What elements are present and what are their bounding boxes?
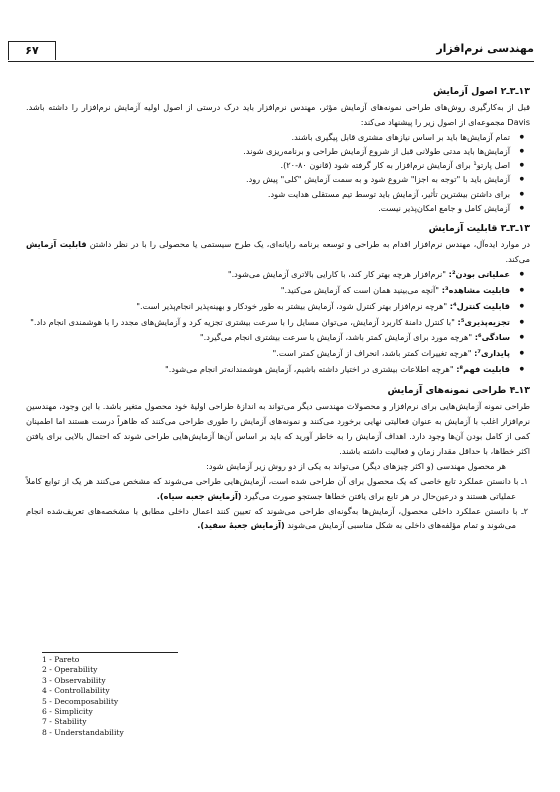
term: قابلیت کنترل⁴:	[449, 300, 510, 311]
list-item	[26, 346, 510, 361]
item-bold: (آزمایش جعبه سیاه).	[156, 490, 242, 501]
book-title: مهندسی نرم‌افزار	[436, 42, 534, 55]
footnote: 5 - Decomposability	[42, 696, 119, 706]
paragraph: هر محصول مهندسی (و اکثر چیزهای دیگر) می‌تواند به یکی از دو روش زیر آزمایش شود:	[206, 460, 506, 471]
definition: "هرچه مورد برای آزمایش کمتر باشد، آزمایش با سرعت بیشتری انجام می‌گیرد."	[199, 332, 475, 343]
footnote: 2 - Operability	[42, 665, 98, 675]
section-heading-testing-principles: ۱۳ـ۳ـ۲ اصول آزمایش	[433, 86, 530, 97]
list-item: ● آزمایش باید با "توجه به اجزا" شروع شود و به سمت آزمایش "کلی" پیش رود.	[26, 172, 510, 186]
term: عملیاتی بودن²:	[448, 268, 510, 279]
list-item: ● برای داشتن بیشترین تأثیر، آزمایش باید توسط تیم مستقلی هدایت شود.	[26, 187, 510, 201]
section-heading-test-case-design: ۱۳ـ۴ طراحی نمونه‌های آزمایش	[387, 385, 530, 397]
footnote: 4 - Controllability	[42, 686, 110, 696]
term: سادگی⁶:	[474, 332, 510, 343]
list-item	[26, 299, 510, 314]
footnotes	[42, 655, 124, 738]
footnote: 7 - Stability	[42, 717, 87, 727]
numbered-item	[26, 474, 530, 504]
list-item: ● تمام آزمایش‌ها باید بر اساس نیازهای مشتری قابل پیگیری باشند.	[26, 130, 510, 144]
footnote: 1 - Pareto	[42, 655, 80, 664]
section-heading-testability: ۱۳ـ۳ـ۳ قابلیت آزمایش	[428, 223, 530, 235]
paragraph: طراحی نمونه آزمایش‌هایی برای نرم‌افزار و محصولات مهندسی دیگر می‌تواند به اندازهٔ طراحی اولیهٔ خود محصول متغیر باشد. با این وجود، مهندسین نرم‌افزار اغلب با آزمایش به عنوان فعالیتی نهایی برخورد می‌کنند و نمونه‌های آزمایش را طوری طراحی می‌کنند که ظاهراً درست هستند اما اطمینان کمی از کامل بودن آن‌ها وجود دارد. اهداف آزمایش را به خاطر آورید که باید بر اساس آن‌ها آزمایش‌هایی طراحی شوند که احتمال بالایی برای یافتن اکثر خطاها، با حداقل مقدار زمان و فعالیت داشته باشند.	[26, 401, 530, 456]
page-number: ۶۷	[8, 41, 56, 60]
definition: "هرچه اطلاعات بیشتری در اختیار داشته باشیم، آزمایش هوشمندانه‌تر انجام می‌شود."	[164, 364, 457, 375]
section-intro	[26, 237, 530, 267]
definition: "نرم‌افزار هرچه بهتر کار کند، با کارایی بالاتری آزمایش می‌شود."	[227, 268, 449, 279]
term: قابلیت فهم⁸:	[456, 364, 510, 375]
definition: "هرچه نرم‌افزار بهتر کنترل شود، آزمایش بیشتر به طور خودکار و بهینه‌پذیر انجام‌پذیر است."	[136, 300, 450, 311]
definition: "هرچه تغییرات کمتر باشد، انحراف از آزمایش کمتر است."	[272, 348, 475, 359]
term: تجزیه‌پذیری⁵:	[457, 316, 510, 327]
testability-list	[26, 267, 530, 377]
footnote: 6 - Simplicity	[42, 707, 93, 717]
list-item: ● اصل پارتو¹ برای آزمایش نرم‌افزار به کار گرفته شود (قانون ۸۰-۲۰).	[26, 158, 510, 172]
principles-list	[26, 130, 530, 215]
footnote: 8 - Understandability	[42, 727, 124, 737]
item-bold: (آزمایش جعبهٔ سفید).	[197, 520, 285, 531]
intro-bold-term: قابلیت آزمایش	[26, 239, 87, 250]
list-item	[26, 283, 510, 298]
numbered-item	[26, 504, 530, 534]
intro-text: در موارد ایده‌آل، مهندس نرم‌افزار اقدام به طراحی و توسعه برنامه رایانه‌ای، یک طرح سیستمی یا محصولی را با در نظر داشتن	[86, 239, 530, 250]
footnote: 3 - Observability	[42, 675, 106, 685]
definition: "آنچه می‌بینید همان است که آزمایش می‌کنید."	[280, 284, 442, 295]
item-text: ۲ـ با دانستن عملکرد داخلی محصول، آزمایش‌ها به‌گونه‌ای طراحی می‌شوند که تعیین کنند اعمال داخلی مطابق با مشخصه‌های تعریف‌شده انجام می‌شوند و تمام مؤلفه‌های داخلی به شکل مناسبی آزمایش می‌شوند	[26, 505, 528, 531]
list-item: ● آزمایش کامل و جامع امکان‌پذیر نیست.	[26, 201, 510, 215]
list-item: ● آزمایش‌ها باید مدتی طولانی قبل از شروع آزمایش طراحی و برنامه‌ریزی شوند.	[26, 144, 510, 158]
list-item	[26, 330, 510, 345]
footnote-divider	[42, 652, 178, 653]
page-header	[8, 41, 534, 62]
list-item	[26, 267, 510, 282]
item-text: ۱ـ با دانستن عملکرد تابع خاصی که یک محصول برای آن طراحی شده است، آزمایش‌هایی طراحی می‌شوند که مشخص می‌کنند هر یک از توابع کاملاً عملیاتی هستند و درعین‌حال در هر تابع برای یافتن خطاها جستجو صورت می‌گیرد	[26, 475, 528, 501]
term: پایداری⁷:	[474, 348, 510, 359]
term: قابلیت مشاهده³:	[441, 284, 510, 295]
definition: "با کنترل دامنهٔ کاربرد آزمایش، می‌توان مسایل را با سرعت بیشتری تجزیه کرد و آزمایش‌های مجدد را با هوشمندی انجام داد."	[30, 316, 458, 327]
list-item	[26, 315, 510, 330]
page-content	[26, 84, 530, 533]
intro-text-end: می‌کند.	[505, 253, 530, 264]
section-intro: قبل از به‌کارگیری روش‌های طراحی نمونه‌های آزمایش مؤثر، مهندس نرم‌افزار باید درک درستی از اصول اولیه آزمایش نرم‌افزار را داشته باشد. Davis مجموعه‌ای از اصول زیر را پیشنهاد می‌کند:	[26, 102, 530, 127]
list-item	[26, 362, 510, 377]
